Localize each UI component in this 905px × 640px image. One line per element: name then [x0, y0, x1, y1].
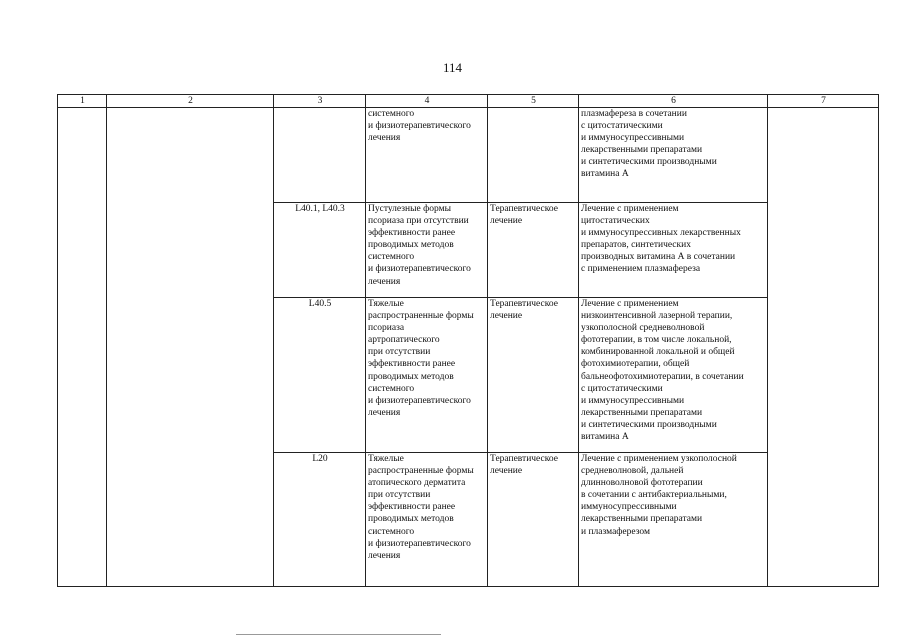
treatment-table	[57, 94, 879, 587]
table-row	[58, 108, 879, 203]
treatment-type-cell: Терапевтическое лечение	[488, 203, 579, 298]
condition-cell: системного и физиотерапевтического лечения	[366, 108, 488, 203]
condition-cell: Тяжелые распространенные формы псориаза артропатического при отсутствии эффективности ранее проводимых методов системного и физиотерапевтического лечения	[366, 298, 488, 453]
treatment-type-cell: Терапевтическое лечение	[488, 298, 579, 453]
page-number: 114	[442, 60, 463, 75]
header-col-3: 3	[274, 95, 366, 108]
header-col-4: 4	[366, 95, 488, 108]
footer-divider	[236, 634, 441, 635]
code-cell: L40.1, L40.3	[274, 203, 366, 298]
method-cell: плазмафереза в сочетании с цитостатическими и иммуносупрессивными лекарственными препаратами и синтетическими производными витамина А	[579, 108, 768, 203]
condition-cell: Тяжелые распространенные формы атопического дерматита при отсутствии эффективности ранее проводимых методов системного и физиотерапевтического лечения	[366, 453, 488, 587]
method-cell: Лечение с применением узкополосной средневолновой, дальней длинноволновой фототерапии в сочетании с антибактериальными, иммуносупрессивными лекарственными препаратами и плазмаферезом	[579, 453, 768, 587]
treatment-type-cell: Терапевтическое лечение	[488, 453, 579, 587]
condition-cell: Пустулезные формы псориаза при отсутствии эффективности ранее проводимых методов системного и физиотерапевтического лечения	[366, 203, 488, 298]
method-cell: Лечение с применением цитостатических и иммуносупрессивных лекарственных препаратов, синтетических производных витамина А в сочетании с применением плазмафереза	[579, 203, 768, 298]
header-col-2: 2	[107, 95, 274, 108]
col-7-cell	[768, 108, 879, 587]
code-cell: L40.5	[274, 298, 366, 453]
header-col-6: 6	[579, 95, 768, 108]
header-col-5: 5	[488, 95, 579, 108]
method-cell: Лечение с применением низкоинтенсивной лазерной терапии, узкополосной средневолновой фототерапии, в том числе локальной, комбинированной локальной и общей фотохимиотерапии, общей бальнеофотохимиотерапии, в сочетании с цитостатическими и иммуносупрессивными лекарственными препаратами и синтетическими производными витамина А	[579, 298, 768, 453]
header-col-1: 1	[58, 95, 107, 108]
code-cell: L20	[274, 453, 366, 587]
treatment-type-cell	[488, 108, 579, 203]
col-1-cell	[58, 108, 107, 587]
code-cell	[274, 108, 366, 203]
header-col-7: 7	[768, 95, 879, 108]
col-2-cell	[107, 108, 274, 587]
header-row	[58, 95, 879, 108]
